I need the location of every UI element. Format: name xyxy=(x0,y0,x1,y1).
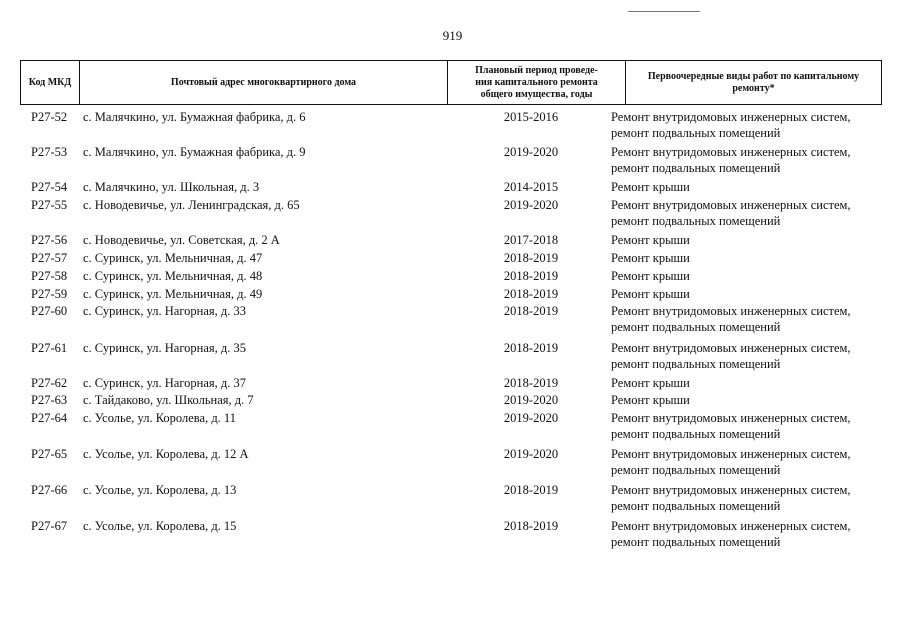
cell-address: с. Новодевичье, ул. Советская, д. 2 А xyxy=(83,233,280,247)
cell-period: 2019-2020 xyxy=(503,393,559,407)
cell-code: Р27-57 xyxy=(31,251,68,265)
cell-address: с. Усолье, ул. Королева, д. 12 А xyxy=(83,447,249,461)
cell-period: 2014-2015 xyxy=(503,180,559,194)
cell-address: с. Суринск, ул. Нагорная, д. 33 xyxy=(83,304,247,318)
cell-code: Р27-67 xyxy=(31,519,68,533)
cell-address: с. Малячкино, ул. Бумажная фабрика, д. 9 xyxy=(83,145,306,159)
cell-period: 2019-2020 xyxy=(503,411,559,425)
cell-address: с. Усолье, ул. Королева, д. 11 xyxy=(83,411,236,425)
header-address: Почтовый адрес многоквартирного дома xyxy=(80,61,448,104)
cell-code: Р27-56 xyxy=(31,233,68,247)
cell-code: Р27-59 xyxy=(31,287,68,301)
cell-address: с. Суринск, ул. Нагорная, д. 35 xyxy=(83,341,247,355)
cell-works: Ремонт внутридомовых инженерных систем, ремонт подвальных помещений xyxy=(611,198,851,228)
cell-period: 2018-2019 xyxy=(503,519,559,533)
page-number: 919 xyxy=(442,28,463,43)
cell-works: Ремонт внутридомовых инженерных систем, ремонт подвальных помещений xyxy=(611,110,851,140)
cell-period: 2018-2019 xyxy=(503,287,559,301)
cell-period: 2019-2020 xyxy=(503,198,559,212)
cell-code: Р27-52 xyxy=(31,110,68,124)
cell-works: Ремонт крыши xyxy=(611,233,690,247)
cell-address: с. Тайдаково, ул. Школьная, д. 7 xyxy=(83,393,254,407)
cell-works: Ремонт крыши xyxy=(611,251,690,265)
cell-code: Р27-62 xyxy=(31,376,68,390)
cell-code: Р27-58 xyxy=(31,269,68,283)
cell-works: Ремонт крыши xyxy=(611,269,690,283)
cell-address: с. Суринск, ул. Мельничная, д. 47 xyxy=(83,251,263,265)
cell-period: 2019-2020 xyxy=(503,145,559,159)
cell-works: Ремонт внутридомовых инженерных систем, ремонт подвальных помещений xyxy=(611,483,851,513)
cell-code: Р27-60 xyxy=(31,304,68,318)
cell-code: Р27-64 xyxy=(31,411,68,425)
cell-address: с. Новодевичье, ул. Ленинградская, д. 65 xyxy=(83,198,300,212)
cell-period: 2018-2019 xyxy=(503,304,559,318)
decorative-rule xyxy=(628,11,700,12)
cell-address: с. Малячкино, ул. Школьная, д. 3 xyxy=(83,180,260,194)
cell-period: 2018-2019 xyxy=(503,483,559,497)
cell-address: с. Суринск, ул. Мельничная, д. 48 xyxy=(83,269,263,283)
cell-works: Ремонт внутридомовых инженерных систем, ремонт подвальных помещений xyxy=(611,145,851,175)
cell-period: 2018-2019 xyxy=(503,376,559,390)
cell-address: с. Усолье, ул. Королева, д. 15 xyxy=(83,519,237,533)
cell-period: 2018-2019 xyxy=(503,341,559,355)
cell-address: с. Суринск, ул. Мельничная, д. 49 xyxy=(83,287,263,301)
cell-works: Ремонт внутридомовых инженерных систем, ремонт подвальных помещений xyxy=(611,447,851,477)
header-period: Плановый период проведе- ния капитального ремонта общего имущества, годы xyxy=(448,61,626,104)
cell-code: Р27-63 xyxy=(31,393,68,407)
header-code: Код МКД xyxy=(21,61,80,104)
cell-address: с. Усолье, ул. Королева, д. 13 xyxy=(83,483,237,497)
cell-works: Ремонт крыши xyxy=(611,376,690,390)
cell-code: Р27-54 xyxy=(31,180,68,194)
cell-period: 2019-2020 xyxy=(503,447,559,461)
cell-code: Р27-53 xyxy=(31,145,68,159)
cell-works: Ремонт внутридомовых инженерных систем, ремонт подвальных помещений xyxy=(611,411,851,441)
cell-works: Ремонт внутридомовых инженерных систем, ремонт подвальных помещений xyxy=(611,341,851,371)
cell-works: Ремонт крыши xyxy=(611,287,690,301)
header-works: Первоочередные виды работ по капитальному ремонту* xyxy=(647,70,860,94)
cell-code: Р27-61 xyxy=(31,341,68,355)
table-header xyxy=(20,60,882,105)
cell-works: Ремонт крыши xyxy=(611,393,690,407)
cell-works: Ремонт крыши xyxy=(611,180,690,194)
cell-address: с. Суринск, ул. Нагорная, д. 37 xyxy=(83,376,247,390)
cell-works: Ремонт внутридомовых инженерных систем, ремонт подвальных помещений xyxy=(611,519,851,549)
cell-works: Ремонт внутридомовых инженерных систем, ремонт подвальных помещений xyxy=(611,304,851,334)
cell-period: 2018-2019 xyxy=(503,269,559,283)
cell-code: Р27-55 xyxy=(31,198,68,212)
cell-period: 2015-2016 xyxy=(503,110,559,124)
cell-period: 2017-2018 xyxy=(503,233,559,247)
cell-code: Р27-66 xyxy=(31,483,68,497)
cell-address: с. Малячкино, ул. Бумажная фабрика, д. 6 xyxy=(83,110,306,124)
cell-code: Р27-65 xyxy=(31,447,68,461)
cell-period: 2018-2019 xyxy=(503,251,559,265)
